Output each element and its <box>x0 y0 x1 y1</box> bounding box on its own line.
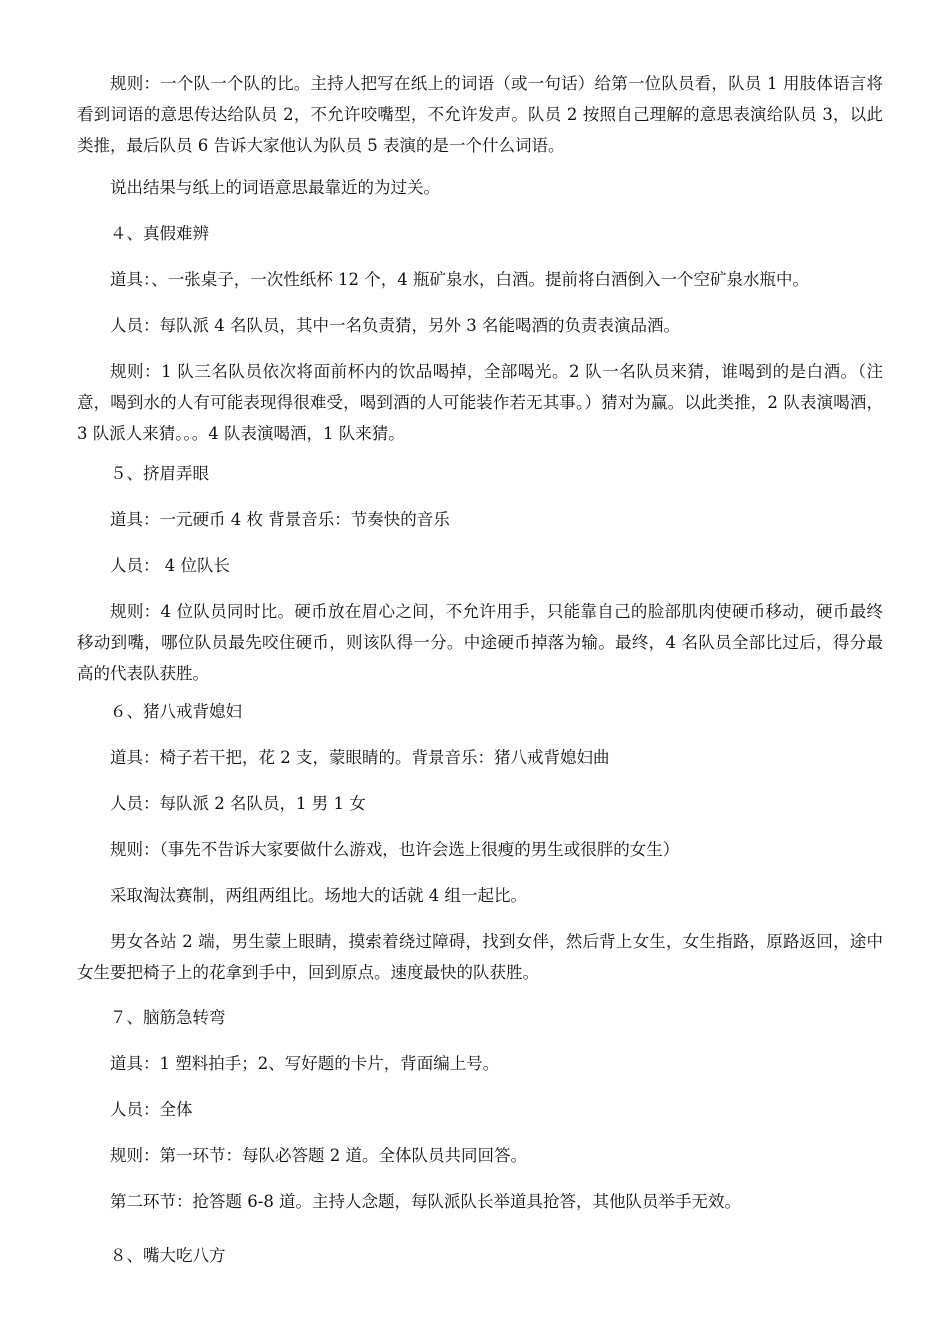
heading-game-6: ６、猪八戒背媳妇 <box>110 702 242 721</box>
paragraph-game-4-rules: 规则：1 队三名队员依次将面前杯内的饮品喝掉，全部喝光。2 队一名队员来猜，谁喝到的是白酒。（注意，喝到水的人有可能表现得很难受，喝到酒的人可能装作若无其事。）猜对为赢。以此类推，2 队表演喝酒，3 队派人来猜。。。4 队表演喝酒，1 队来猜。 <box>77 362 883 443</box>
heading-game-8: ８、嘴大吃八方 <box>110 1246 226 1265</box>
paragraph-game-7-props: 道具：1 塑料拍手；2、写好题的卡片，背面编上号。 <box>110 1054 500 1073</box>
paragraph-game-6-format: 采取淘汰赛制，两组两组比。场地大的话就 4 组一起比。 <box>110 886 527 905</box>
heading-game-7: ７、脑筋急转弯 <box>110 1008 226 1027</box>
paragraph-game-6-props: 道具：椅子若干把，花 2 支，蒙眼睛的。背景音乐：猪八戒背媳妇曲 <box>110 748 610 767</box>
paragraph-game-4-props: 道具：、一张桌子，一次性纸杯 12 个，4 瓶矿泉水，白酒。提前将白酒倒入一个空矿泉水瓶中。 <box>110 270 809 289</box>
heading-game-4: ４、真假难辨 <box>110 224 209 243</box>
paragraph-game-4-people: 人员：每队派 4 名队员，其中一名负责猜，另外 3 名能喝酒的负责表演品酒。 <box>110 316 680 335</box>
paragraph-game-6-rules: 规则：（事先不告诉大家要做什么游戏，也许会选上很瘦的男生或很胖的女生） <box>110 840 680 859</box>
paragraph-game-7-people: 人员：全体 <box>110 1100 193 1119</box>
paragraph-game-7-rules: 规则：第一环节：每队必答题 2 道。全体队员共同回答。 <box>110 1146 527 1165</box>
paragraph-game-5-people: 人员： 4 位队长 <box>110 556 230 575</box>
paragraph-game-5-rules: 规则：4 位队员同时比。硬币放在眉心之间，不允许用手，只能靠自己的脸部肌肉使硬币移动，硬币最终移动到嘴，哪位队员最先咬住硬币，则该队得一分。中途硬币掉落为输。最终，4 名队员全部比过后，得分最高的代表队获胜。 <box>77 602 883 683</box>
paragraph-game-6-procedure: 男女各站 2 端，男生蒙上眼睛，摸索着绕过障碍，找到女伴，然后背上女生，女生指路，原路返回，途中女生要把椅子上的花拿到手中，回到原点。速度最快的队获胜。 <box>77 932 883 982</box>
paragraph-game-5-props: 道具：一元硬币 4 枚 背景音乐：节奏快的音乐 <box>110 510 450 529</box>
paragraph-rules-relay: 规则：一个队一个队的比。主持人把写在纸上的词语（或一句话）给第一位队员看，队员 1 用肢体语言将看到词语的意思传达给队员 2，不允许咬嘴型，不允许发声。队员 2 按照自己理解的意思表演给队员 3，以此类推，最后队员 6 告诉大家他认为队员 5 表演的是一个什么词语。 <box>77 74 883 155</box>
paragraph-pass-condition: 说出结果与纸上的词语意思最靠近的为过关。 <box>110 178 440 197</box>
paragraph-game-7-round-2: 第二环节：抢答题 6-8 道。主持人念题，每队派队长举道具抢答，其他队员举手无效。 <box>110 1192 742 1211</box>
heading-game-5: ５、挤眉弄眼 <box>110 464 209 483</box>
paragraph-game-6-people: 人员：每队派 2 名队员，1 男 1 女 <box>110 794 366 813</box>
